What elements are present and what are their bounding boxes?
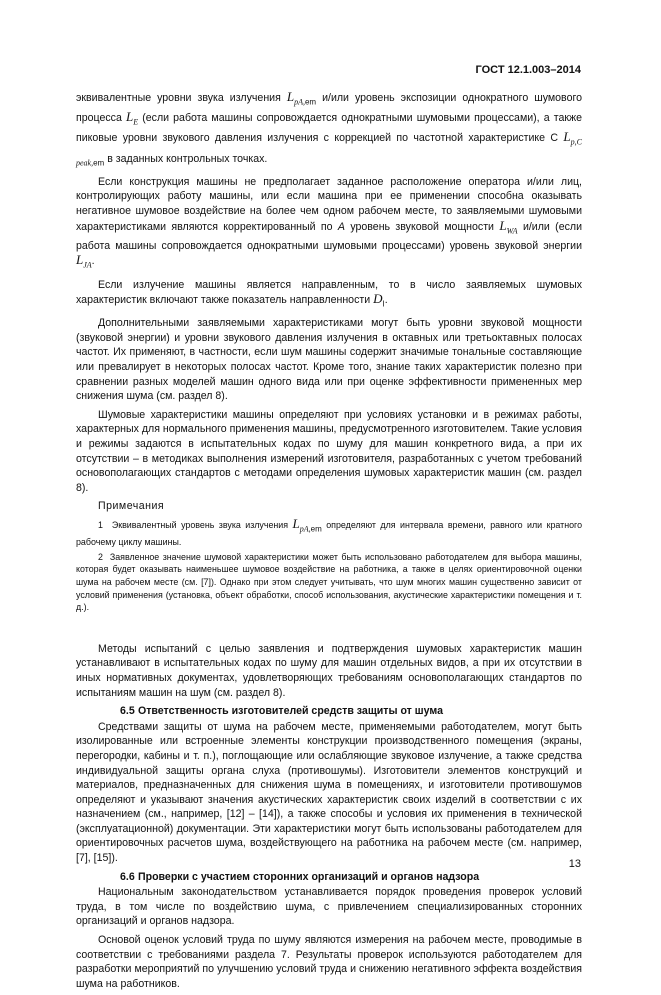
formula-lpaem: $L_{pA,em}$	[286, 89, 317, 107]
formula-lpaem-note: $L_{pA,em}$	[292, 516, 322, 534]
paragraph-6: Методы испытаний с целью заявления и подтверждения шумовых характеристик машин устанавливают в испытательных кодах по шуму для машин отдельных видов, а при их отсутствии в иных нормативных документах, удовлетворяющих требованиям основополагающих стандартов по испытаниям машин на шум (см. раздел 8).	[76, 642, 582, 699]
paragraph-8: Национальным законодательством устанавливается порядок проведения проверок условий труда, в том числе по воздействию шума, с привлечением специализированных сторонних организаций и органов надзора.	[76, 886, 582, 928]
section-6-6-heading: 6.6 Проверки с участием сторонних организаций и органов надзора	[120, 870, 480, 883]
page-number: 13	[568, 858, 581, 870]
notes-title: Примечания	[98, 500, 165, 513]
paragraph-1: эквивалентные уровни звука излучения $L_{pA,em}$ и/или уровень экспозиции однократного шумового процесса $L_E$ (если работа машины сопровождается однократными шумовыми процессами), а также пиковые уровни звукового давления излучения с коррекцией по частотной характеристике С $L_{p,C peak,em}$ в заданных контрольных точках.	[76, 89, 582, 168]
paragraph-7: Средствами защиты от шума на рабочем месте, применяемыми работодателем, могут быть изолированные или встроенные элементы конструкции производственного помещения (экраны, перегородки, кабины и т. п.), поглощающие или ослабляющие звуковое излучение, а также средства индивидуальной защиты органа слуха (противошумы). Изготовители элементов конструкций и материалов, предназначенных для снижения шума в помещениях, и изготовители противошумов определяют и указывают значения акустических характеристик своих изделий в соответствии с их назначением (см., например, [12] – [14]), а также способы и условия их применения в технической (эксплуатационной) документации. Эти характеристики могут быть использованы работодателем для ориентировочных расчетов шума, воздействующего на работника на рабочем месте (см. например, [7], [15]).	[76, 720, 582, 865]
formula-lwa: $L_{WA}$	[499, 217, 518, 236]
paragraph-5: Шумовые характеристики машины определяют при условиях установки и в режимах работы, характерных для нормального применения машины, предусмотренного изготовителем. Такие условия и режимы задаются в испытательных кодах по шуму для машин конкретного вида, а при их отсутствии – в методиках выполнения измерений изготовителя, разработанных с учетом требований основополагающих стандартов с методами определения шумовых характеристик машин (см. раздел 8).	[76, 408, 582, 494]
note-2: 2 Заявленное значение шумовой характеристики может быть использовано работодателем для выбора машины, которая будет оказывать наименьшее шумовое воздействие на работника, а также в целях ориентировочной оценки шума на рабочем месте (см. [7]). Однако при этом следует учитывать, что шум многих машин существенно зависит от условий применения (установка, объект обработки, способ использования, акустические характеристики помещения и т. д.).	[76, 551, 582, 613]
formula-di: $D_I$	[373, 291, 385, 309]
section-6-5-heading: 6.5 Ответственность изготовителей средств защиты от шума	[120, 705, 443, 718]
paragraph-3: Если излучение машины является направленным, то в число заявляемых шумовых характеристик включают также показатель направленности $D_I$.	[76, 278, 582, 309]
note-1: 1 Эквивалентный уровень звука излучения $L_{pA,em}$ определяют для интервала времени, равного или кратного рабочему циклу машины.	[76, 516, 583, 548]
formula-le: $L_E$	[125, 109, 139, 127]
formula-lja: $L_{JA}$	[76, 252, 92, 270]
document-header: ГОСТ 12.1.003–2014	[475, 64, 581, 76]
formula-lpcpeak: $L_{p,C peak,em}$	[76, 129, 582, 168]
paragraph-2: Если конструкция машины не предполагает заданное расположение оператора и/или лиц, контролирующих работу машины, или если машина при ее применении способна оказывать негативное шумовое воздействие на более чем одном рабочем месте, то заявляемыми шумовыми характеристиками являются корректированный по A уровень звуковой мощности $L_{WA}$ и/или (если работа машины сопровождается однократными шумовыми процессами) уровень звуковой энергии $L_{JA}$.	[76, 175, 582, 270]
paragraph-4: Дополнительными заявляемыми характеристиками могут быть уровни звуковой мощности (звуковой энергии) и уровни звукового давления излучения в октавных или третьоктавных полосах частот. Их применяют, в частности, если шум машины содержит значимые тональные составляющие или превалирует в некоторых полосах частот. Кроме того, знание таких характеристик полезно при сравнении разных моделей машин одного вида или при оценке эффективности примененных мер снижения шума (см. раздел 8).	[76, 317, 582, 403]
paragraph-9: Основой оценок условий труда по шуму являются измерения на рабочем месте, проводимые в соответствии с требованиями раздела 7. Результаты проверок используются работодателем для разработки мероприятий по улучшению условий труда и снижению негативного эффекта воздействия шума на работников.	[76, 934, 582, 990]
document-body	[76, 90, 582, 995]
